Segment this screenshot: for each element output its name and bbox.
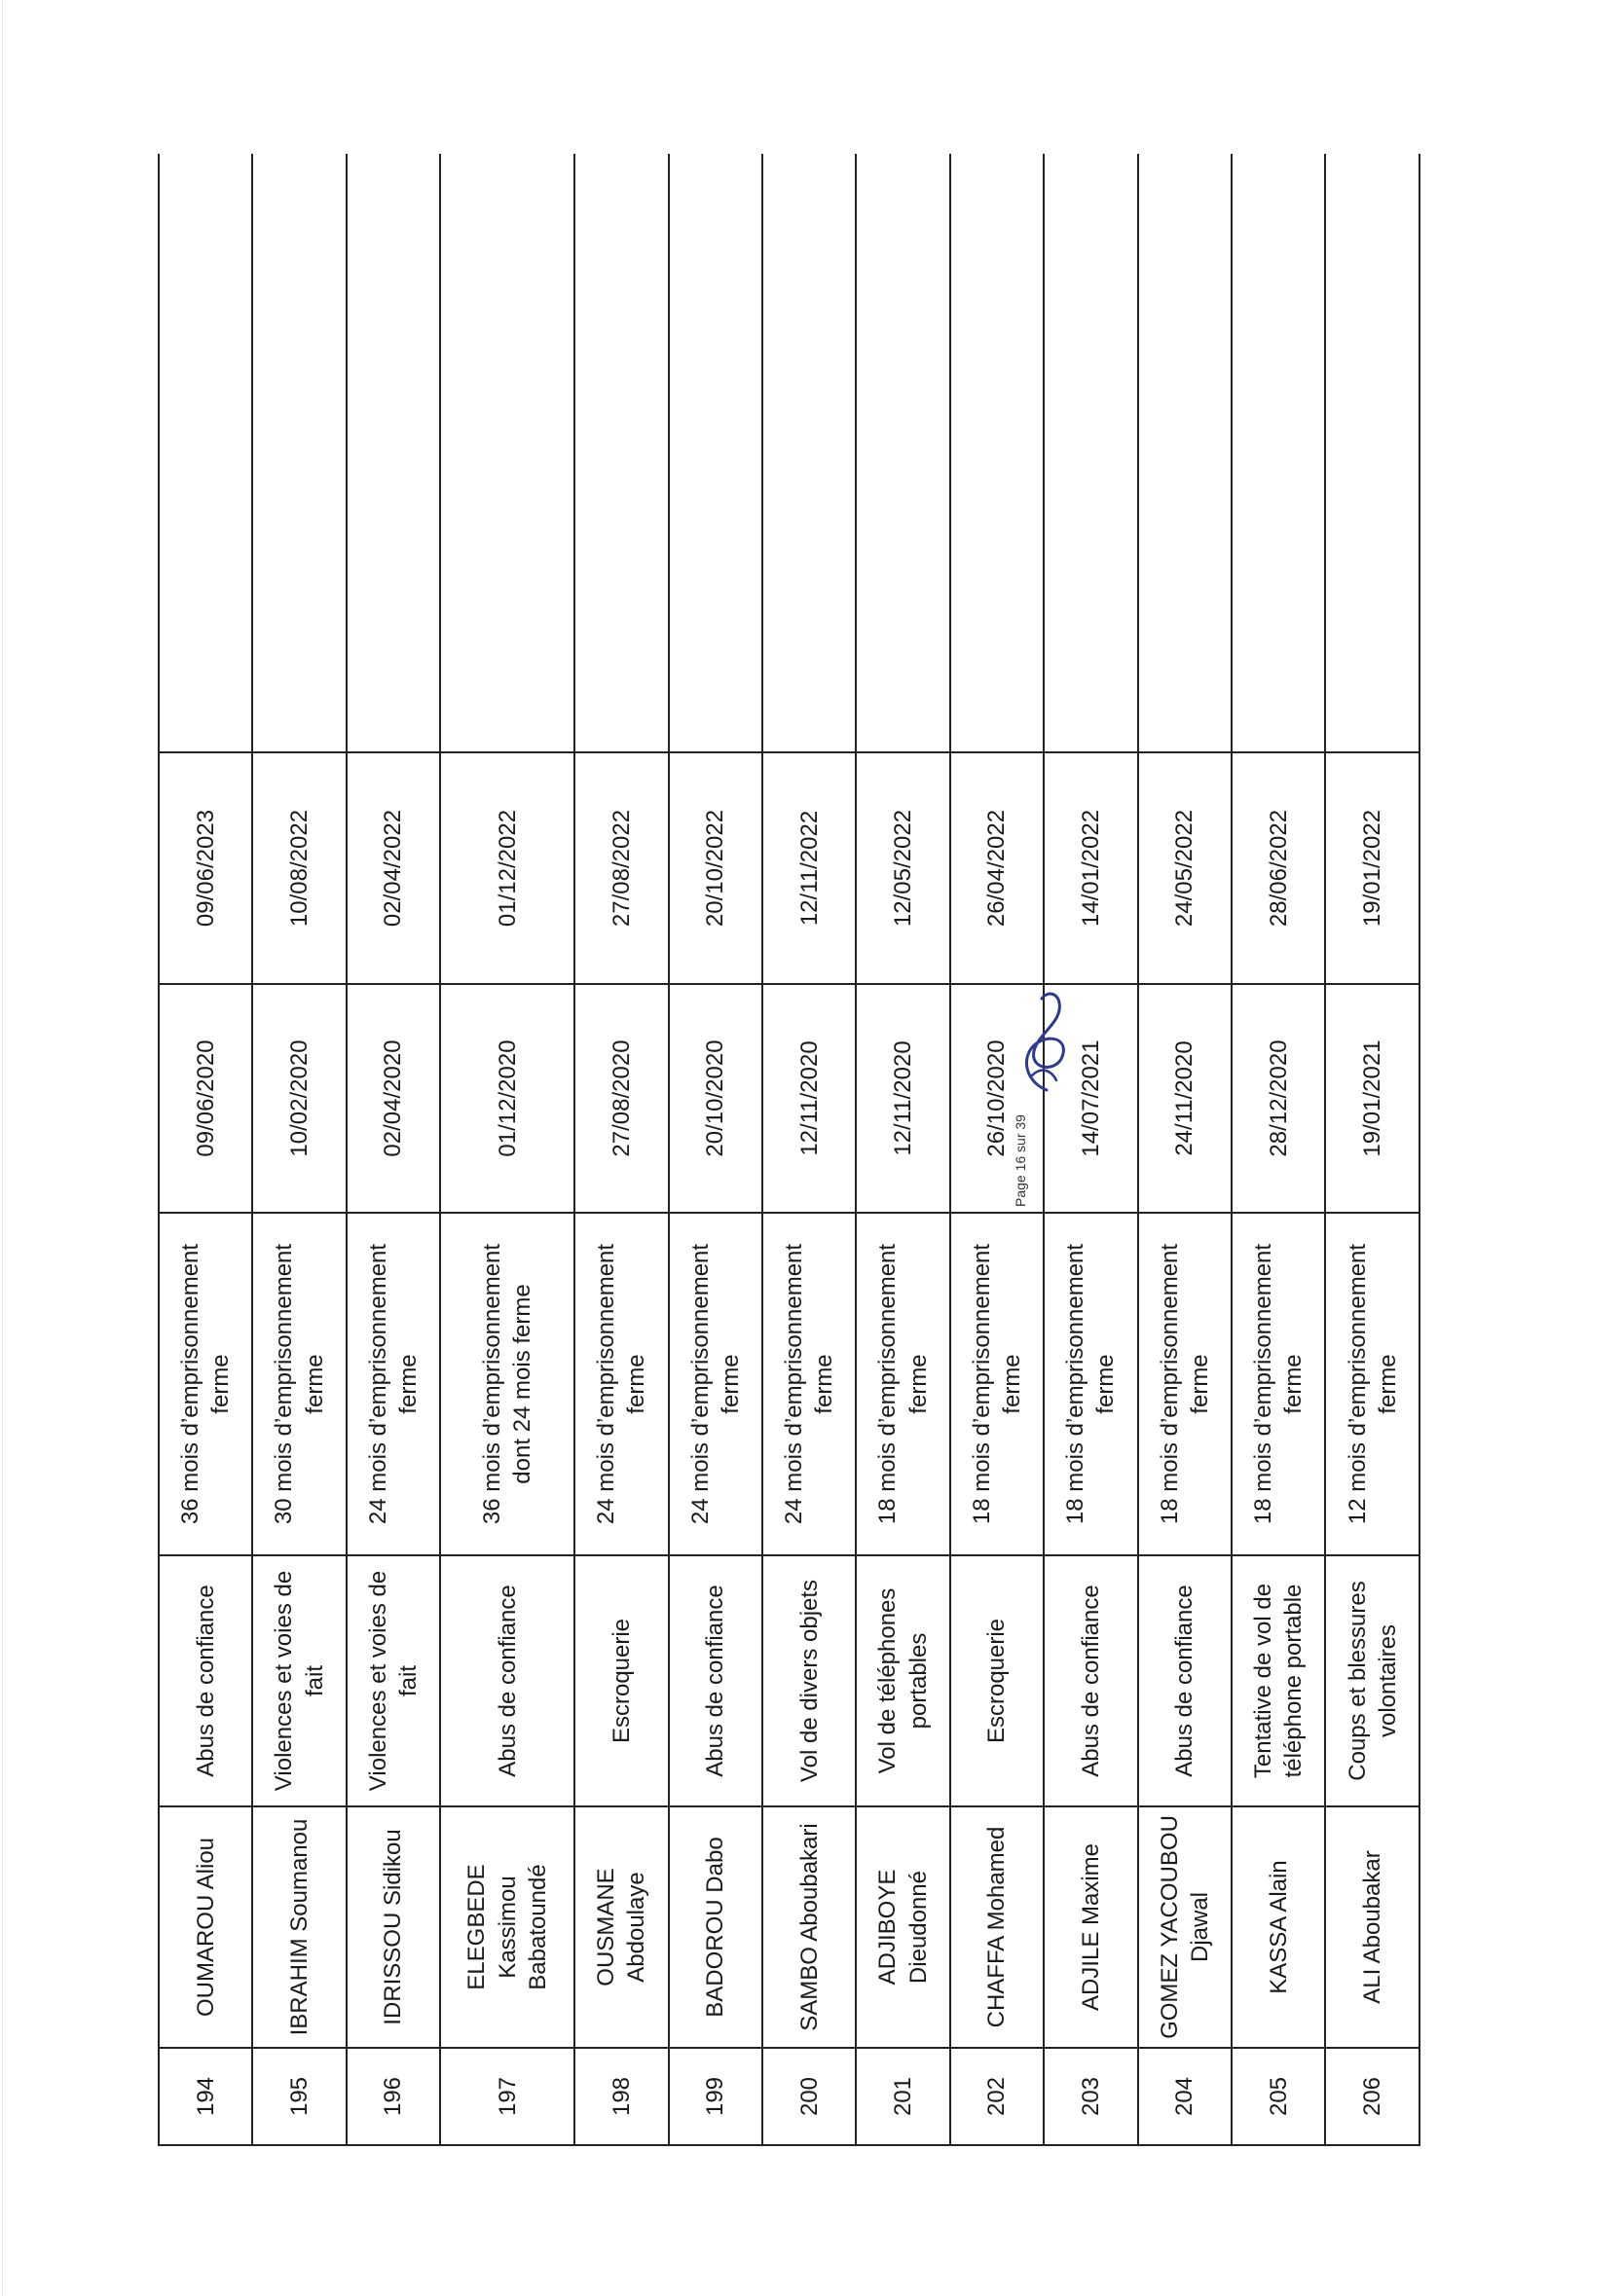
row-number-cell: 196 xyxy=(347,2048,440,2145)
sentence-cell: 18 mois d’emprisonnement ferme xyxy=(1138,1213,1232,1555)
start-date-cell: 09/06/2020 xyxy=(159,984,252,1213)
observations-cell xyxy=(440,154,574,752)
observations-cell xyxy=(1325,154,1419,752)
detainee-name-cell: CHAFFA Mohamed xyxy=(950,1806,1044,2048)
sentence-cell: 18 mois d’emprisonnement ferme xyxy=(856,1213,949,1555)
sentence-cell: 24 mois d’emprisonnement ferme xyxy=(574,1213,668,1555)
observations-cell xyxy=(1138,154,1232,752)
observations-cell xyxy=(762,154,856,752)
offence-cell: Coups et blessures volontaires xyxy=(1325,1555,1419,1806)
register-table-body xyxy=(159,154,1419,2145)
table-row xyxy=(1232,154,1325,2145)
row-number-cell: 194 xyxy=(159,2048,252,2145)
detainee-name-cell: ADJIBOYE Dieudonné xyxy=(856,1806,949,2048)
start-date-cell: 19/01/2021 xyxy=(1325,984,1419,1213)
sentence-cell: 18 mois d’emprisonnement ferme xyxy=(950,1213,1044,1555)
detainee-name-cell: SAMBO Aboubakari xyxy=(762,1806,856,2048)
start-date-cell: 14/07/2021 xyxy=(1044,984,1137,1213)
end-date-cell: 12/05/2022 xyxy=(856,752,949,984)
end-date-cell: 10/08/2022 xyxy=(252,752,346,984)
end-date-cell: 27/08/2022 xyxy=(574,752,668,984)
sentence-cell: 24 mois d’emprisonnement ferme xyxy=(762,1213,856,1555)
end-date-cell: 28/06/2022 xyxy=(1232,752,1325,984)
start-date-cell: 10/02/2020 xyxy=(252,984,346,1213)
row-number-cell: 203 xyxy=(1044,2048,1137,2145)
sentence-cell: 24 mois d’emprisonnement ferme xyxy=(669,1213,762,1555)
observations-cell xyxy=(1232,154,1325,752)
start-date-cell: 12/11/2020 xyxy=(856,984,949,1213)
offence-cell: Abus de confiance xyxy=(440,1555,574,1806)
end-date-cell: 14/01/2022 xyxy=(1044,752,1137,984)
start-date-cell: 12/11/2020 xyxy=(762,984,856,1213)
page-number: Page 16 sur 39 xyxy=(1013,1114,1028,1207)
observations-cell xyxy=(856,154,949,752)
end-date-cell: 02/04/2022 xyxy=(347,752,440,984)
row-number-cell: 204 xyxy=(1138,2048,1232,2145)
end-date-cell: 01/12/2022 xyxy=(440,752,574,984)
sentence-cell: 36 mois d’emprisonnement dont 24 mois ferme xyxy=(440,1213,574,1555)
sentence-cell: 24 mois d’emprisonnement ferme xyxy=(347,1213,440,1555)
row-number-cell: 197 xyxy=(440,2048,574,2145)
scan-edge xyxy=(2,0,3,2296)
sentence-cell: 30 mois d’emprisonnement ferme xyxy=(252,1213,346,1555)
end-date-cell: 26/04/2022 xyxy=(950,752,1044,984)
detainee-name-cell: ELEGBEDE Kassimou Babatoundé xyxy=(440,1806,574,2048)
offence-cell: Abus de confiance xyxy=(669,1555,762,1806)
offence-cell: Abus de confiance xyxy=(1044,1555,1137,1806)
offence-cell: Escroquerie xyxy=(950,1555,1044,1806)
start-date-cell: 01/12/2020 xyxy=(440,984,574,1213)
table-row xyxy=(762,154,856,2145)
offence-cell: Vol de téléphones portables xyxy=(856,1555,949,1806)
observations-cell xyxy=(669,154,762,752)
observations-cell xyxy=(950,154,1044,752)
table-row xyxy=(1138,154,1232,2145)
end-date-cell: 20/10/2022 xyxy=(669,752,762,984)
start-date-cell: 02/04/2020 xyxy=(347,984,440,1213)
detainee-name-cell: IBRAHIM Soumanou xyxy=(252,1806,346,2048)
end-date-cell: 12/11/2022 xyxy=(762,752,856,984)
detainee-name-cell: KASSA Alain xyxy=(1232,1806,1325,2048)
detainee-name-cell: GOMEZ YACOUBOU Djawal xyxy=(1138,1806,1232,2048)
start-date-cell: 27/08/2020 xyxy=(574,984,668,1213)
sentence-cell: 36 mois d’emprisonnement ferme xyxy=(159,1213,252,1555)
table-row xyxy=(440,154,574,2145)
observations-cell xyxy=(159,154,252,752)
observations-cell xyxy=(574,154,668,752)
row-number-cell: 206 xyxy=(1325,2048,1419,2145)
row-number-cell: 205 xyxy=(1232,2048,1325,2145)
observations-cell xyxy=(347,154,440,752)
end-date-cell: 24/05/2022 xyxy=(1138,752,1232,984)
page-footer xyxy=(983,1100,1061,1217)
observations-cell xyxy=(252,154,346,752)
start-date-cell: 20/10/2020 xyxy=(669,984,762,1213)
detainee-name-cell: BADOROU Dabo xyxy=(669,1806,762,2048)
row-number-cell: 195 xyxy=(252,2048,346,2145)
observations-cell xyxy=(1044,154,1137,752)
offence-cell: Violences et voies de fait xyxy=(347,1555,440,1806)
detainee-name-cell: ADJILE Maxime xyxy=(1044,1806,1137,2048)
offence-cell: Violences et voies de fait xyxy=(252,1555,346,1806)
table-row xyxy=(252,154,346,2145)
detainee-name-cell: IDRISSOU Sidikou xyxy=(347,1806,440,2048)
table-row xyxy=(856,154,949,2145)
sentence-cell: 18 mois d’emprisonnement ferme xyxy=(1044,1213,1137,1555)
sentence-cell: 18 mois d’emprisonnement ferme xyxy=(1232,1213,1325,1555)
end-date-cell: 09/06/2023 xyxy=(159,752,252,984)
detainee-name-cell: OUMAROU Aliou xyxy=(159,1806,252,2048)
row-number-cell: 200 xyxy=(762,2048,856,2145)
table-row xyxy=(159,154,252,2145)
offence-cell: Escroquerie xyxy=(574,1555,668,1806)
offence-cell: Abus de confiance xyxy=(159,1555,252,1806)
row-number-cell: 201 xyxy=(856,2048,949,2145)
offence-cell: Tentative de vol de téléphone portable xyxy=(1232,1555,1325,1806)
table-row xyxy=(1325,154,1419,2145)
end-date-cell: 19/01/2022 xyxy=(1325,752,1419,984)
table-container xyxy=(158,154,1420,2146)
start-date-cell: 24/11/2020 xyxy=(1138,984,1232,1213)
rotated-table xyxy=(158,154,1420,2146)
detainee-name-cell: ALI Aboubakar xyxy=(1325,1806,1419,2048)
start-date-cell: 28/12/2020 xyxy=(1232,984,1325,1213)
register-table xyxy=(158,154,1420,2146)
table-row xyxy=(574,154,668,2145)
table-row xyxy=(347,154,440,2145)
handwritten-signature xyxy=(1013,983,1081,1100)
row-number-cell: 199 xyxy=(669,2048,762,2145)
sentence-cell: 12 mois d’emprisonnement ferme xyxy=(1325,1213,1419,1555)
row-number-cell: 198 xyxy=(574,2048,668,2145)
detainee-name-cell: OUSMANE Abdoulaye xyxy=(574,1806,668,2048)
offence-cell: Vol de divers objets xyxy=(762,1555,856,1806)
row-number-cell: 202 xyxy=(950,2048,1044,2145)
offence-cell: Abus de confiance xyxy=(1138,1555,1232,1806)
start-date-cell: 26/10/2020 xyxy=(950,984,1044,1213)
table-row xyxy=(669,154,762,2145)
